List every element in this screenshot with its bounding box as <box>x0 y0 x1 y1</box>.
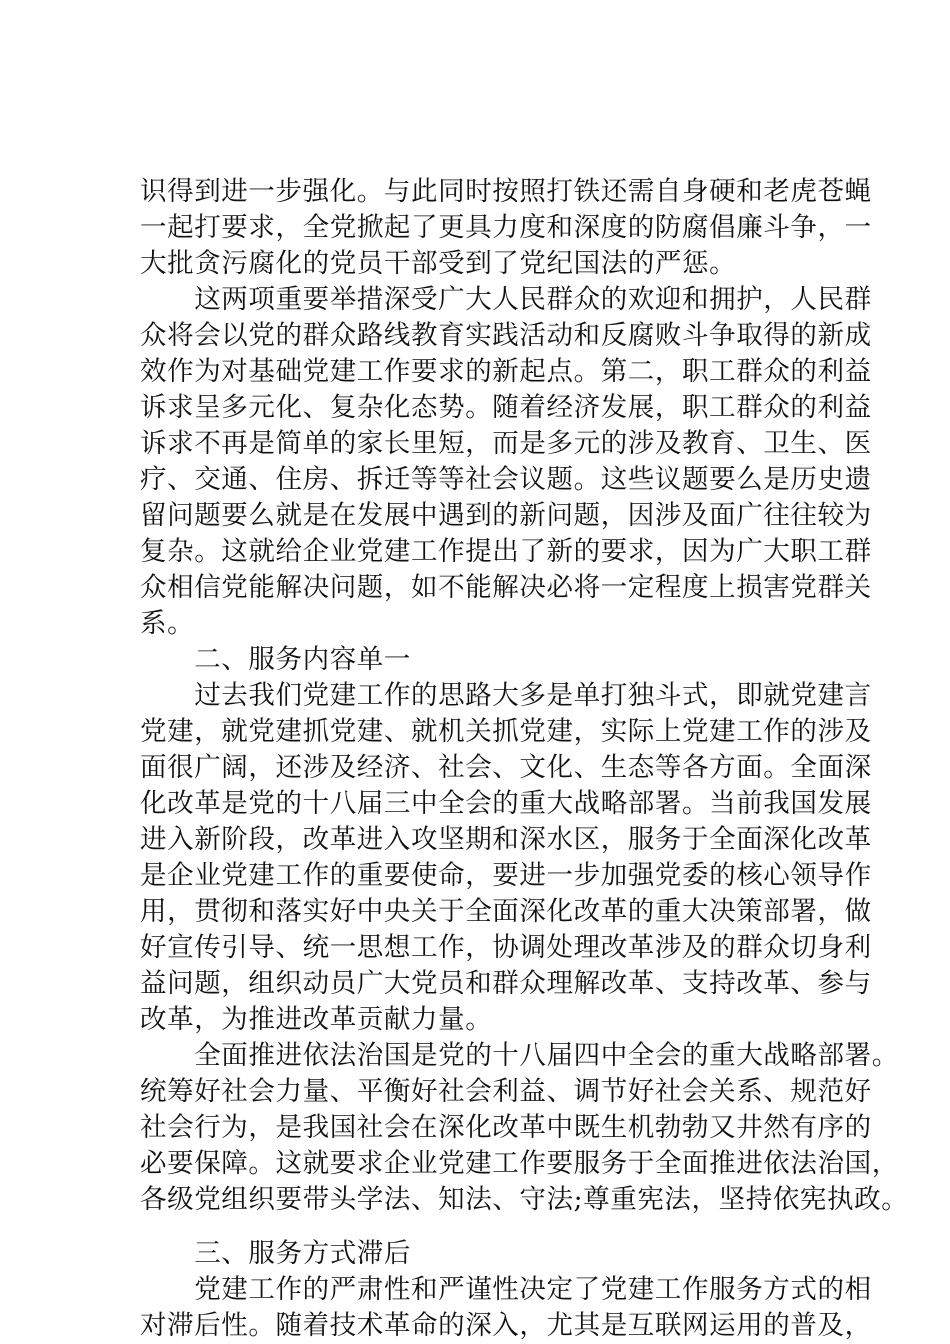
text-line: 过去我们党建工作的思路大多是单打独斗式，即就党建言 <box>140 680 872 711</box>
text-line: 这两项重要举措深受广大人民群众的欢迎和拥护，人民群 <box>140 284 872 315</box>
text-line: 系。 <box>140 608 195 639</box>
text-line: 众相信党能解决问题，如不能解决必将一定程度上损害党群关 <box>140 572 872 603</box>
text-line: 进入新阶段，改革进入攻坚期和深水区，服务于全面深化改革 <box>140 824 872 855</box>
text-line: 留问题要么就是在发展中遇到的新问题，因涉及面广往往较为 <box>140 500 872 531</box>
text-line: 识得到进一步强化。与此同时按照打铁还需自身硬和老虎苍蝇 <box>140 176 872 207</box>
text-line: 各级党组织要带头学法、知法、守法;尊重宪法，坚持依宪执政。 <box>140 1184 909 1215</box>
text-line: 一起打要求，全党掀起了更具力度和深度的防腐倡廉斗争，一 <box>140 212 872 243</box>
section-heading: 三、服务方式滞后 <box>140 1238 411 1269</box>
text-line: 大批贪污腐化的党员干部受到了党纪国法的严惩。 <box>140 248 737 279</box>
text-line: 全面推进依法治国是党的十八届四中全会的重大战略部署。 <box>140 1040 899 1071</box>
text-line: 众将会以党的群众路线教育实践活动和反腐败斗争取得的新成 <box>140 320 872 351</box>
text-line: 对滞后性。随着技术革命的深入，尤其是互联网运用的普及， <box>140 1310 872 1341</box>
text-line: 化改革是党的十八届三中全会的重大战略部署。当前我国发展 <box>140 788 872 819</box>
text-line: 面很广阔，还涉及经济、社会、文化、生态等各方面。全面深 <box>140 752 872 783</box>
text-line: 统筹好社会力量、平衡好社会利益、调节好社会关系、规范好 <box>140 1076 872 1107</box>
text-line: 好宣传引导、统一思想工作，协调处理改革涉及的群众切身利 <box>140 932 872 963</box>
text-line: 改革，为推进改革贡献力量。 <box>140 1004 493 1035</box>
text-line: 党建，就党建抓党建、就机关抓党建，实际上党建工作的涉及 <box>140 716 872 747</box>
text-line: 疗、交通、住房、拆迁等等社会议题。这些议题要么是历史遗 <box>140 464 872 495</box>
text-line: 社会行为，是我国社会在深化改革中既生机勃勃又井然有序的 <box>140 1112 872 1143</box>
text-line: 用，贯彻和落实好中央关于全面深化改革的重大决策部署，做 <box>140 896 872 927</box>
text-line: 益问题，组织动员广大党员和群众理解改革、支持改革、参与 <box>140 968 872 999</box>
text-line: 复杂。这就给企业党建工作提出了新的要求，因为广大职工群 <box>140 536 872 567</box>
section-heading: 二、服务内容单一 <box>140 644 411 675</box>
text-line: 必要保障。这就要求企业党建工作要服务于全面推进依法治国， <box>140 1148 899 1179</box>
text-line: 党建工作的严肃性和严谨性决定了党建工作服务方式的相 <box>140 1274 872 1305</box>
text-line: 是企业党建工作的重要使命，要进一步加强党委的核心领导作 <box>140 860 872 891</box>
text-line: 诉求呈多元化、复杂化态势。随着经济发展，职工群众的利益 <box>140 392 872 423</box>
text-line: 诉求不再是简单的家长里短，而是多元的涉及教育、卫生、医 <box>140 428 872 459</box>
text-line: 效作为对基础党建工作要求的新起点。第二，职工群众的利益 <box>140 356 872 387</box>
